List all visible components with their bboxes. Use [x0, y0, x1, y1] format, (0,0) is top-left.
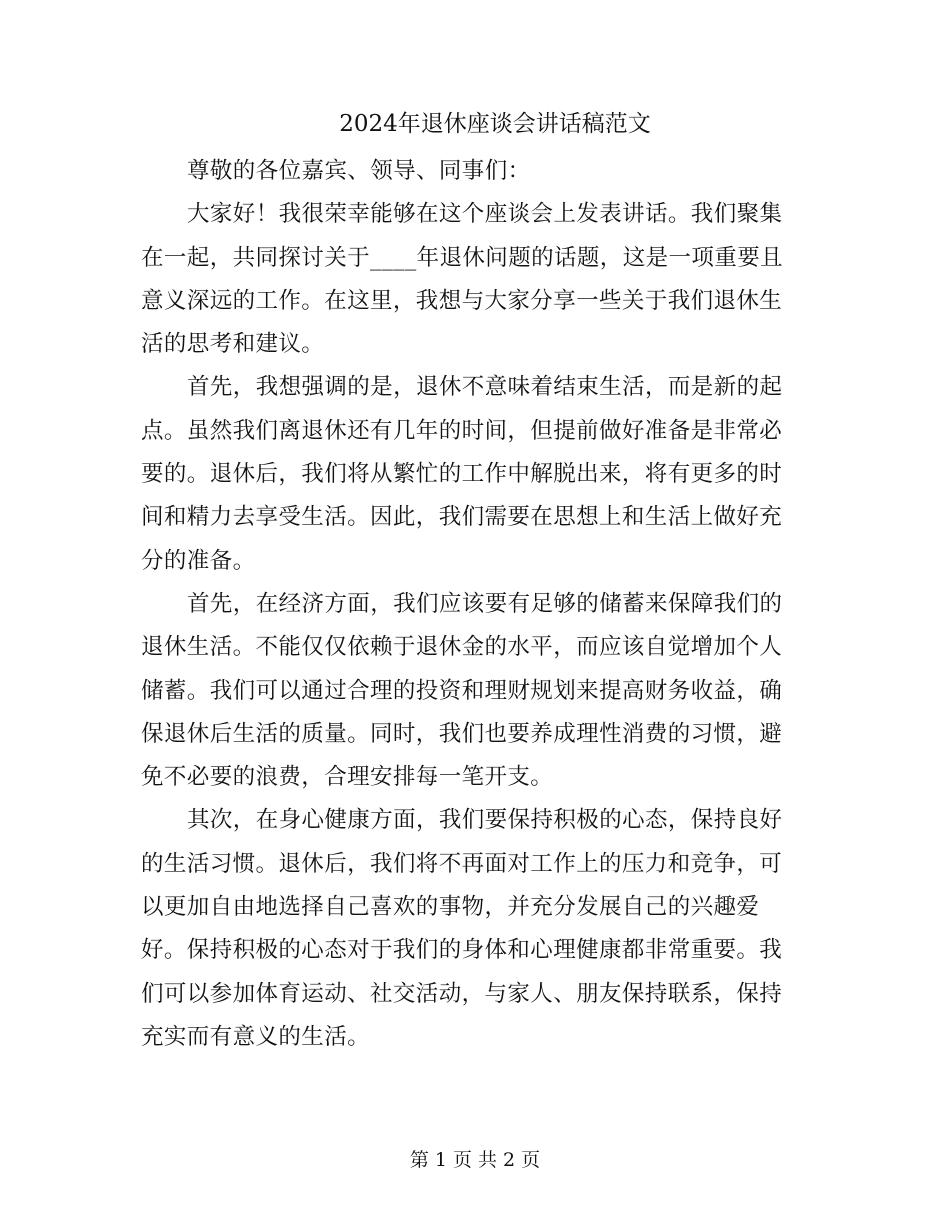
paragraph-greeting: [141, 193, 801, 366]
paragraph-line: 大家好！我很荣幸能够在这个座谈会上发表讲话。我们聚集: [187, 201, 783, 228]
paragraph-line: 其次，在身心健康方面，我们要保持积极的心态，保持良好: [187, 807, 783, 834]
paragraph-line: 储蓄。我们可以通过合理的投资和理财规划来提高财务收益，确: [141, 677, 783, 704]
paragraph-line: 退休生活。不能仅仅依赖于退休金的水平，而应该自觉增加个人: [141, 634, 783, 661]
paragraph-line: 活的思考和建议。: [141, 331, 325, 358]
document-title: 2024年退休座谈会讲话稿范文: [339, 111, 651, 137]
paragraph-line: 点。虽然我们离退休还有几年的时间，但提前做好准备是非常必: [141, 417, 783, 444]
page-footer: 第 1 页 共 2 页: [409, 1149, 541, 1171]
paragraph-line: 要的。退休后，我们将从繁忙的工作中解脱出来，将有更多的时: [141, 461, 783, 488]
paragraph-economy: [141, 583, 801, 799]
paragraph-line: 好。保持积极的心态对于我们的身体和心理健康都非常重要。我: [141, 937, 783, 964]
paragraph-line: 免不必要的浪费，合理安排每一笔开支。: [141, 764, 554, 791]
document-body: [141, 150, 801, 1059]
paragraph-line: 尊敬的各位嘉宾、领导、同事们：: [187, 158, 531, 184]
paragraph-line: 充实而有意义的生活。: [141, 1023, 371, 1050]
paragraph-line: 们可以参加体育运动、社交活动，与家人、朋友保持联系，保持: [141, 980, 783, 1007]
paragraph-line: 间和精力去享受生活。因此，我们需要在思想上和生活上做好充: [141, 504, 783, 531]
paragraph-line: 首先，我想强调的是，退休不意味着结束生活，而是新的起: [187, 374, 783, 401]
paragraph-line: 的生活习惯。退休后，我们将不再面对工作上的压力和竞争，可: [141, 850, 783, 877]
paragraph-health: [141, 799, 801, 1059]
paragraph-line: 意义深远的工作。在这里，我想与大家分享一些关于我们退休生: [141, 287, 783, 314]
paragraph-salutation: [141, 150, 801, 193]
paragraph-line: 以更加自由地选择自己喜欢的事物，并充分发展自己的兴趣爱: [141, 894, 760, 921]
paragraph-new-beginning: [141, 366, 801, 582]
paragraph-line: 首先，在经济方面，我们应该要有足够的储蓄来保障我们的: [187, 590, 783, 617]
paragraph-line: 在一起，共同探讨关于____年退休问题的话题，这是一项重要且: [141, 244, 784, 271]
paragraph-line: 保退休后生活的质量。同时，我们也要养成理性消费的习惯，避: [141, 720, 783, 747]
paragraph-line: 分的准备。: [141, 547, 256, 574]
